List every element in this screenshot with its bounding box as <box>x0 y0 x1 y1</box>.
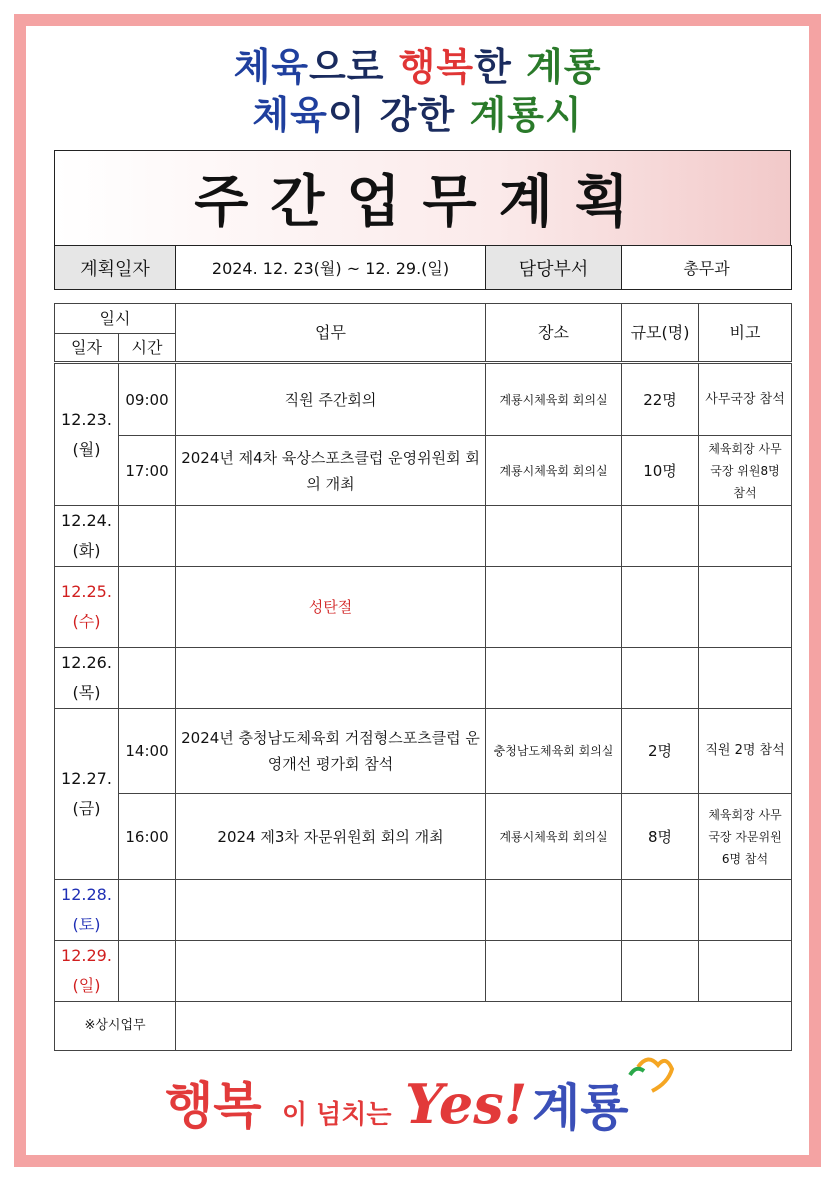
heart-icon <box>638 1059 672 1091</box>
info-table <box>54 245 792 290</box>
event-place: 계룡시체육회 회의실 <box>486 363 622 436</box>
header-task: 업무 <box>176 304 486 363</box>
table-row <box>55 794 792 880</box>
event-place <box>486 567 622 648</box>
slogan-part: 이 강한 <box>327 92 470 137</box>
slogan-part: 체육 <box>252 92 328 137</box>
event-place <box>486 648 622 709</box>
table-row <box>55 880 792 941</box>
regular-tasks-label: ※상시업무 <box>55 1002 176 1051</box>
event-scale <box>622 941 699 1002</box>
event-time <box>119 648 176 709</box>
table-row <box>55 436 792 506</box>
event-place: 충청남도체육회 회의실 <box>486 709 622 794</box>
event-time <box>119 506 176 567</box>
event-scale: 10명 <box>622 436 699 506</box>
event-place: 계룡시체육회 회의실 <box>486 436 622 506</box>
day-dow: (수) <box>72 612 101 631</box>
day-dow: (일) <box>72 976 101 995</box>
day-date: 12.26. <box>61 653 112 672</box>
event-time: 17:00 <box>119 436 176 506</box>
event-time <box>119 567 176 648</box>
day-dow: (화) <box>72 541 101 560</box>
header-time: 시간 <box>119 334 176 363</box>
slogan-line-1 <box>0 44 835 90</box>
event-scale <box>622 880 699 941</box>
regular-tasks-value <box>176 1002 792 1051</box>
header-datetime: 일시 <box>55 304 176 334</box>
table-row <box>55 363 792 436</box>
leaf-icon <box>630 1069 644 1075</box>
event-task: 2024년 제4차 육상스포츠클럽 운영위원회 회의 개최 <box>176 436 486 506</box>
event-time: 14:00 <box>119 709 176 794</box>
slogan-part: 으로 <box>308 44 399 89</box>
event-note: 체육회장 사무국장 위원8명 참석 <box>699 436 792 506</box>
dept-value: 총무과 <box>622 246 792 290</box>
day-date: 12.28. <box>61 885 112 904</box>
header-note: 비고 <box>699 304 792 363</box>
day-cell <box>55 648 119 709</box>
day-cell <box>55 941 119 1002</box>
day-dow: (금) <box>72 799 101 818</box>
event-task <box>176 941 486 1002</box>
schedule-table <box>54 303 792 1051</box>
event-task <box>176 880 486 941</box>
table-row <box>55 1002 792 1051</box>
event-note <box>699 941 792 1002</box>
plan-date-label: 계획일자 <box>55 246 176 290</box>
day-cell <box>55 567 119 648</box>
title-box <box>54 150 791 246</box>
event-time <box>119 941 176 1002</box>
day-dow: (목) <box>72 683 101 702</box>
day-cell <box>55 709 119 880</box>
header-place: 장소 <box>486 304 622 363</box>
event-scale <box>622 506 699 567</box>
day-date: 12.29. <box>61 946 112 965</box>
event-scale: 8명 <box>622 794 699 880</box>
dept-label: 담당부서 <box>486 246 622 290</box>
day-date: 12.24. <box>61 511 112 530</box>
table-row <box>55 941 792 1002</box>
day-date: 12.27. <box>61 769 112 788</box>
slogan-part: 계룡시 <box>469 92 583 137</box>
event-scale <box>622 567 699 648</box>
event-place: 계룡시체육회 회의실 <box>486 794 622 880</box>
day-date: 12.23. <box>61 409 112 429</box>
event-note <box>699 567 792 648</box>
header-scale: 규모(명) <box>622 304 699 363</box>
event-note: 체육회장 사무국장 자문위원 6명 참석 <box>699 794 792 880</box>
plan-date-value: 2024. 12. 23(월) ~ 12. 29.(일) <box>176 246 486 290</box>
event-task <box>176 506 486 567</box>
page-title: 주간업무계획 <box>194 170 651 235</box>
event-task: 2024년 충청남도체육회 거점형스포츠클럽 운영개선 평가회 참석 <box>176 709 486 794</box>
event-task: 직원 주간회의 <box>176 363 486 436</box>
holiday-label: 성탄절 <box>176 567 486 648</box>
day-dow: (월) <box>72 439 101 459</box>
logo-part-1: 행복 <box>165 1077 262 1135</box>
event-scale <box>622 648 699 709</box>
event-time: 16:00 <box>119 794 176 880</box>
event-task: 2024 제3차 자문위원회 회의 개최 <box>176 794 486 880</box>
slogan-part: 한 <box>474 44 527 89</box>
logo-part-4: 계룡 <box>532 1079 629 1137</box>
table-row <box>55 567 792 648</box>
table-row <box>55 709 792 794</box>
day-date: 12.25. <box>61 582 112 601</box>
table-row <box>55 506 792 567</box>
event-note <box>699 506 792 567</box>
slogan-part: 행복 <box>398 44 475 89</box>
event-note: 직원 2명 참석 <box>699 709 792 794</box>
slogan-part: 체육 <box>233 44 309 89</box>
event-task <box>176 648 486 709</box>
event-scale: 22명 <box>622 363 699 436</box>
event-time: 09:00 <box>119 363 176 436</box>
day-cell <box>55 880 119 941</box>
event-scale: 2명 <box>622 709 699 794</box>
slogan-line-2 <box>0 92 835 138</box>
event-place <box>486 941 622 1002</box>
logo-part-2: 이 넘치는 <box>282 1100 392 1130</box>
day-dow: (토) <box>72 915 101 934</box>
table-row <box>55 648 792 709</box>
event-place <box>486 880 622 941</box>
event-note: 사무국장 참석 <box>699 363 792 436</box>
bottom-logo <box>160 1045 680 1145</box>
slogan-part: 계룡 <box>526 44 602 89</box>
logo-part-3: Yes! <box>405 1072 528 1136</box>
event-place <box>486 506 622 567</box>
event-time <box>119 880 176 941</box>
header-date: 일자 <box>55 334 119 363</box>
day-cell <box>55 506 119 567</box>
event-note <box>699 648 792 709</box>
day-cell <box>55 363 119 506</box>
event-note <box>699 880 792 941</box>
